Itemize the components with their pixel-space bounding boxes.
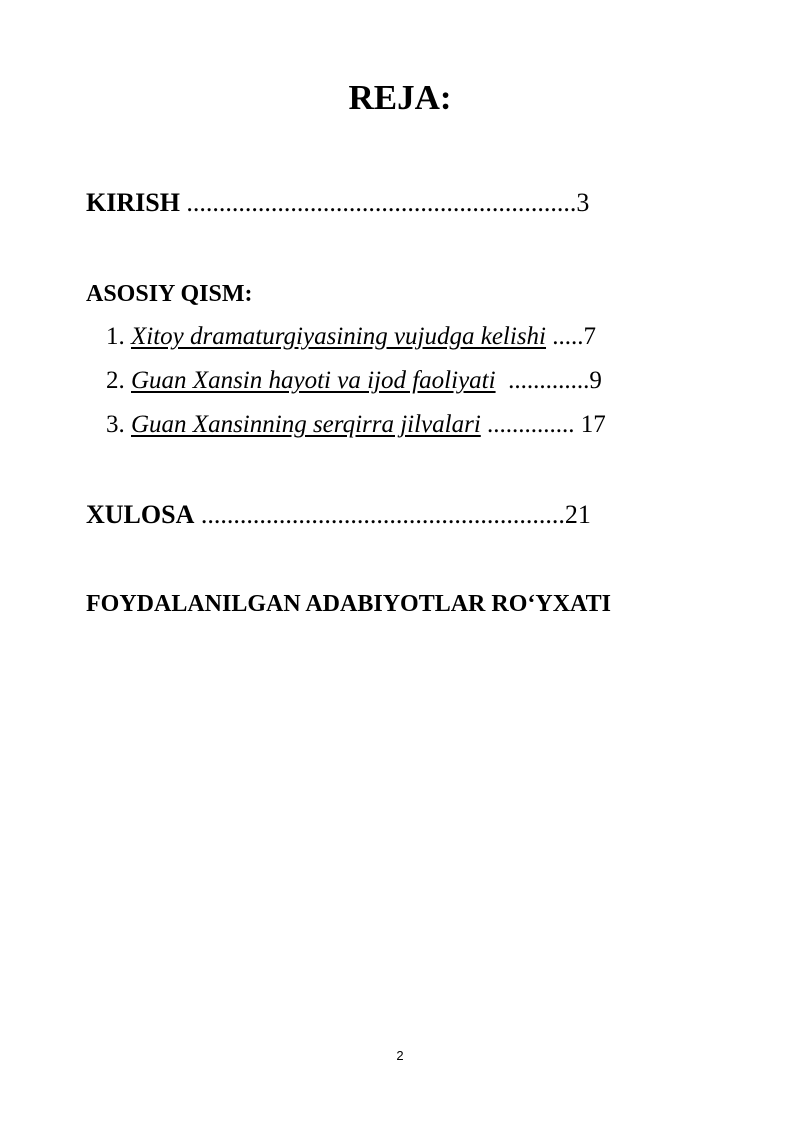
toc-subitem-topic: Xitoy dramaturgiyasining vujudga kelishi	[131, 323, 547, 350]
toc-entry-label: KIRISH	[86, 188, 180, 217]
toc-entry-label: XULOSA	[86, 500, 195, 529]
toc-page-number: 7	[583, 323, 597, 350]
toc-entry-conclusion	[86, 498, 591, 532]
toc-subitem-1	[106, 321, 596, 353]
toc-entry-intro	[86, 186, 589, 220]
toc-subitem-topic: Guan Xansinning serqirra jilvalari	[131, 411, 481, 438]
toc-leader-dots: ........................................................	[194, 500, 565, 529]
toc-entry-references: FOYDALANILGAN ADABIYOTLAR RO‘YXATI	[86, 591, 611, 617]
toc-page-number: 9	[589, 367, 602, 394]
toc-leader-dots: ..............	[480, 411, 575, 438]
toc-page-number: 21	[564, 500, 591, 529]
toc-leader-dots: .....	[546, 323, 584, 350]
toc-subitem-number: 2.	[106, 367, 125, 394]
toc-subitem-topic: Guan Xansin hayoti va ijod faoliyati	[131, 367, 496, 394]
footer-page-number: 2	[396, 1048, 404, 1063]
toc-subitem-3	[106, 409, 606, 441]
toc-subitem-number: 1.	[106, 323, 125, 350]
section-heading-main-part: ASOSIY QISM:	[86, 281, 253, 307]
toc-subitem-2	[106, 365, 602, 397]
toc-page-number: 17	[574, 411, 606, 438]
page-title: REJA:	[348, 78, 452, 117]
toc-page-number: 3	[576, 188, 590, 217]
toc-subitem-number: 3.	[106, 411, 125, 438]
toc-leader-dots: ............................................................	[179, 188, 577, 217]
toc-leader-dots: .............	[495, 367, 590, 394]
